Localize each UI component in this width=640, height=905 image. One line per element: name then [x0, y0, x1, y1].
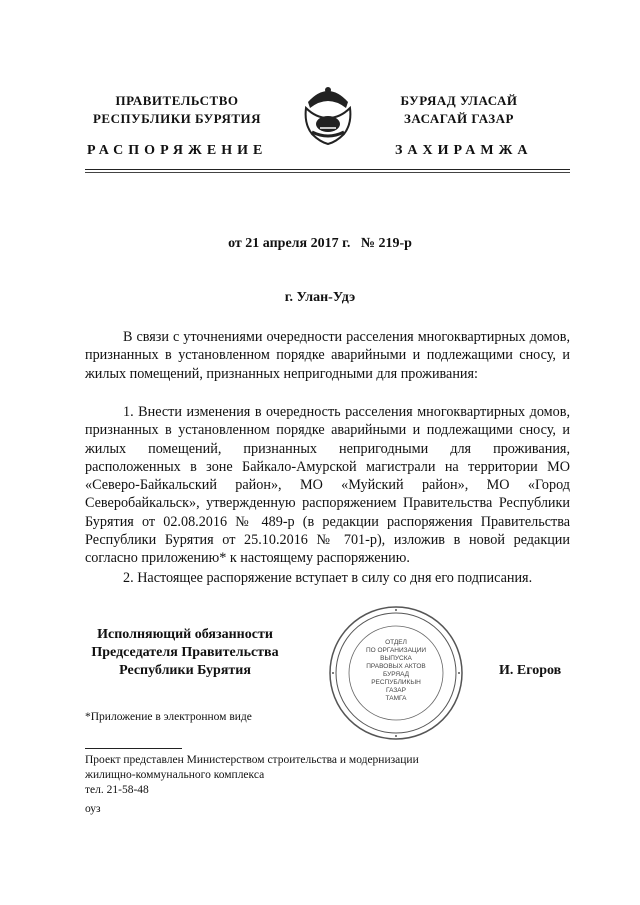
- executor-code: оуз: [85, 803, 101, 815]
- signatory-title-line2: Председателя Правительства: [91, 645, 279, 660]
- stamp-line4: ПРАВОВЫХ АКТОВ: [366, 663, 426, 670]
- org-name-buryat-line2: ЗАСАГАЙ ГАЗАР: [404, 111, 514, 126]
- stamp-line7: ГАЗАР: [386, 687, 406, 694]
- republic-emblem-icon: [300, 78, 356, 148]
- doctype-buryat: ЗАХИРАМЖА: [395, 143, 533, 158]
- preamble-paragraph: В связи с уточнениями очередности расселения многоквартирных домов, признанных в установленном порядке аварийными и подлежащими сносу, и жилых помещений, признанных непригодными для проживания:: [85, 329, 570, 382]
- header-divider-thin: [85, 172, 570, 173]
- org-name-buryat-line1: БУРЯАД УЛАСАЙ: [400, 93, 518, 108]
- signatory-title-line3: Республики Бурятия: [119, 663, 251, 678]
- header-divider: [85, 169, 570, 170]
- phone-number: тел. 21-58-48: [85, 784, 149, 796]
- signatory-name: И. Егоров: [499, 663, 562, 678]
- city: г. Улан-Удэ: [284, 290, 356, 305]
- signatory-title-line1: Исполняющий обязанности: [97, 627, 273, 642]
- stamp-line3: ВЫПУСКА: [380, 655, 412, 662]
- signatory-title: [85, 626, 285, 680]
- org-name-russian: [92, 92, 262, 128]
- footer-line1: Проект представлен Министерством строительства и модернизации: [85, 754, 419, 766]
- stamp-line5: БУРЯАД: [382, 671, 410, 678]
- doctype-russian: РАСПОРЯЖЕНИЕ: [87, 143, 268, 158]
- item-2-paragraph: 2. Настоящее распоряжение вступает в силу со дня его подписания.: [123, 570, 533, 586]
- stamp-line6: РЕСПУБЛИКЫН: [371, 679, 421, 686]
- stamp-line2: ПО ОРГАНИЗАЦИИ: [365, 647, 427, 654]
- org-name-buryat: [384, 92, 534, 128]
- stamp-line1: ОТДЕЛ: [385, 639, 407, 646]
- org-name-line2: РЕСПУБЛИКИ БУРЯТИЯ: [92, 111, 262, 126]
- official-stamp: [327, 604, 465, 742]
- stamp-line8: ТАМГА: [385, 695, 407, 702]
- footer-divider: [85, 748, 182, 749]
- appendix-note: *Приложение в электронном виде: [85, 711, 252, 723]
- footer-line2: жилищно-коммунального комплекса: [85, 769, 265, 781]
- org-name-line1: ПРАВИТЕЛЬСТВО: [115, 93, 239, 108]
- date-and-number: от 21 апреля 2017 г. № 219-р: [228, 236, 412, 251]
- item-1-paragraph: 1. Внести изменения в очередность расселения многоквартирных домов, признанных в установленном порядке аварийными и подлежащими сносу, и жилых помещений, признанных непригодными для проживания, расположенных в зоне Байкало-Амурской магистрали на территории МО «Северо-Байкальский район», МО «Муйский район», МО «Город Северобайкальск», утвержденную распоряжением Правительства Республики Бурятия от 02.08.2016 № 489-р (в редакции распоряжения Правительства Республики Бурятия от 25.10.2016 № 701-р), изложив в новой редакции согласно приложению* к настоящему распоряжению.: [85, 404, 570, 567]
